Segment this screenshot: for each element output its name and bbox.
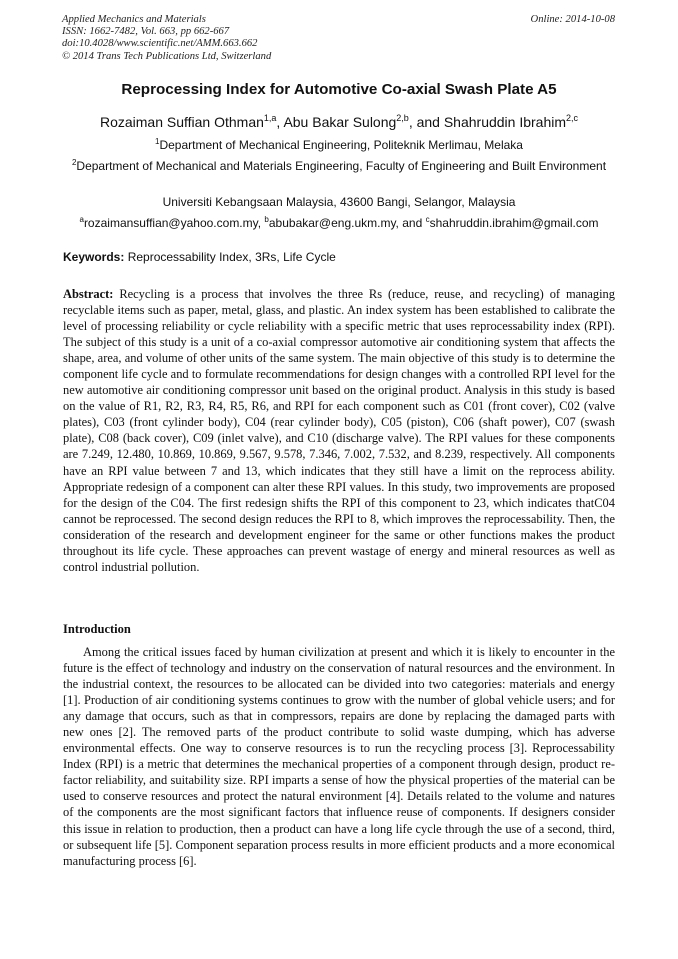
abstract-label: Abstract: — [63, 287, 114, 301]
journal-doi: doi:10.4028/www.scientific.net/AMM.663.662 — [62, 38, 258, 50]
author-name: Shahruddin Ibrahim — [443, 114, 567, 130]
online-date: Online: 2014-10-08 — [530, 14, 615, 25]
email-mark: c — [425, 215, 430, 224]
affiliation-text: Department of Mechanical Engineering, Politeknik Merlimau, Melaka — [159, 138, 523, 152]
email-a: rozaimansuffian@yahoo.com.my, — [83, 216, 265, 230]
affiliation-text: Department of Mechanical and Materials Engineering, Faculty of Engineering and Built Environment — [76, 159, 607, 173]
abstract-text: Recycling is a process that involves the three Rs (reduce, reuse, and recycling) of managing recyclable items such as paper, metal, glass, and plastic. An index system has been established to calibrate the level of processing reliability or cycle reliability with a specific metric that uses reprocessability index (RPI). The subject of this study is a unit of a co-axial compressor automotive air conditioning system that affects the shape, area, and volume of other units of the same system. The main objective of this study is to determine the component life cycle and to formulate recommendations for design changes with a controlled RPI level for the new automotive air conditioning compressor unit based on the original product. Analysis in this study is based on the value of R1, R2, R3, R4, R5, R6, and RPI for each component such as C01 (front cover), C02 (valve plates), C03 (front cylinder body), C04 (rear cylinder body), C05 (piston), C06 (shaft power), C07 (swash plate), C08 (back cover), C09 (inlet valve), and C10 (discharge valve). The RPI values for these components are 7.249, 12.480, 10.869, 10.869, 9.567, 9.578, 7.346, 7.002, 7.532, and 8.239, respectively. All components have an RPI value between 7 and 13, which indicates that they still have a limit on the reprocess ability. Appropriate redesign of a component can alter these RPI values. In this study, two improvements are proposed for the design of the C04. The first redesign shifts the RPI of this component to 23, which indicates thatC04 cannot be reprocessed. The second design reduces the RPI to 8, which improves the reprocessability. Then, the consideration of the research and development engineer for the same or other functions makes the product throughout its life cycle. These approaches can prevent wastage of energy and mineral resources as well as control industrial pollution. — [63, 287, 615, 574]
affiliation-address: Universiti Kebangsaan Malaysia, 43600 Bangi, Selangor, Malaysia — [162, 195, 516, 209]
keywords — [63, 250, 615, 265]
journal-issn: ISSN: 1662-7482, Vol. 663, pp 662-667 — [62, 26, 230, 38]
journal-name: Applied Mechanics and Materials — [62, 14, 206, 25]
journal-header — [62, 14, 482, 63]
section-heading-introduction: Introduction — [63, 622, 131, 636]
author-affiliation-mark: 2,b — [396, 113, 409, 123]
author-affiliation-mark: 2,c — [566, 113, 579, 123]
email-b: abubakar@eng.ukm.my, and — [268, 216, 426, 230]
author-emails — [40, 216, 638, 232]
author-separator: , and — [408, 114, 444, 130]
affiliation-2 — [62, 159, 616, 175]
affiliation-mark: 2 — [71, 158, 77, 167]
email-c: shahruddin.ibrahim@gmail.com — [429, 216, 599, 230]
abstract — [63, 286, 615, 575]
journal-copyright: © 2014 Trans Tech Publications Ltd, Switzerland — [62, 50, 272, 62]
keywords-text: Reprocessability Index, 3Rs, Life Cycle — [124, 250, 336, 264]
email-mark: b — [264, 215, 269, 224]
affiliation-mark: 1 — [155, 137, 160, 146]
introduction-paragraph: Among the critical issues faced by human civilization at present and which it is likely to encounter in the future is the effect of technology and industry on the conservation of natural resources and the environment. In the industrial context, the resources to be allocated can be divided into two categories: materials and energy [1]. Production of air conditioning systems continues to grow with the number of global vehicle users; and for any damage that occurs, such as that in compressors, repairs are done by replacing the damaged parts with new ones [2]. The removed parts of the product contribute to solid waste dumping, which has adverse environmental effects. One way to conserve resources is to run the recycling process [3]. Reprocessability Index (RPI) is a metric that determines the mechanical properties of a component through design, product re-factor reliability, and suitability size. RPI imparts a sense of how the physical properties of the material can be used to conserve resources and protect the natural environment [4]. Details related to the volume and natures of the components are the most significant factors that influence reuse of components. If designers consider this issue in relation to production, then a product can have a long life cycle through the use of a second, third, or subsequent life [5]. Component separation process results in more efficient products and a more economical manufacturing process [6]. — [63, 645, 615, 868]
affiliation-1 — [62, 138, 616, 154]
keywords-label: Keywords: — [63, 250, 125, 264]
author-name: Rozaiman Suffian Othman — [99, 114, 264, 130]
author-name: Abu Bakar Sulong — [283, 114, 397, 130]
author-affiliation-mark: 1,a — [263, 113, 277, 123]
author-list — [20, 113, 658, 131]
paper-title: Reprocessing Index for Automotive Co-axial Swash Plate A5 — [121, 81, 557, 98]
email-mark: a — [79, 215, 84, 224]
author-separator: , — [276, 114, 284, 130]
